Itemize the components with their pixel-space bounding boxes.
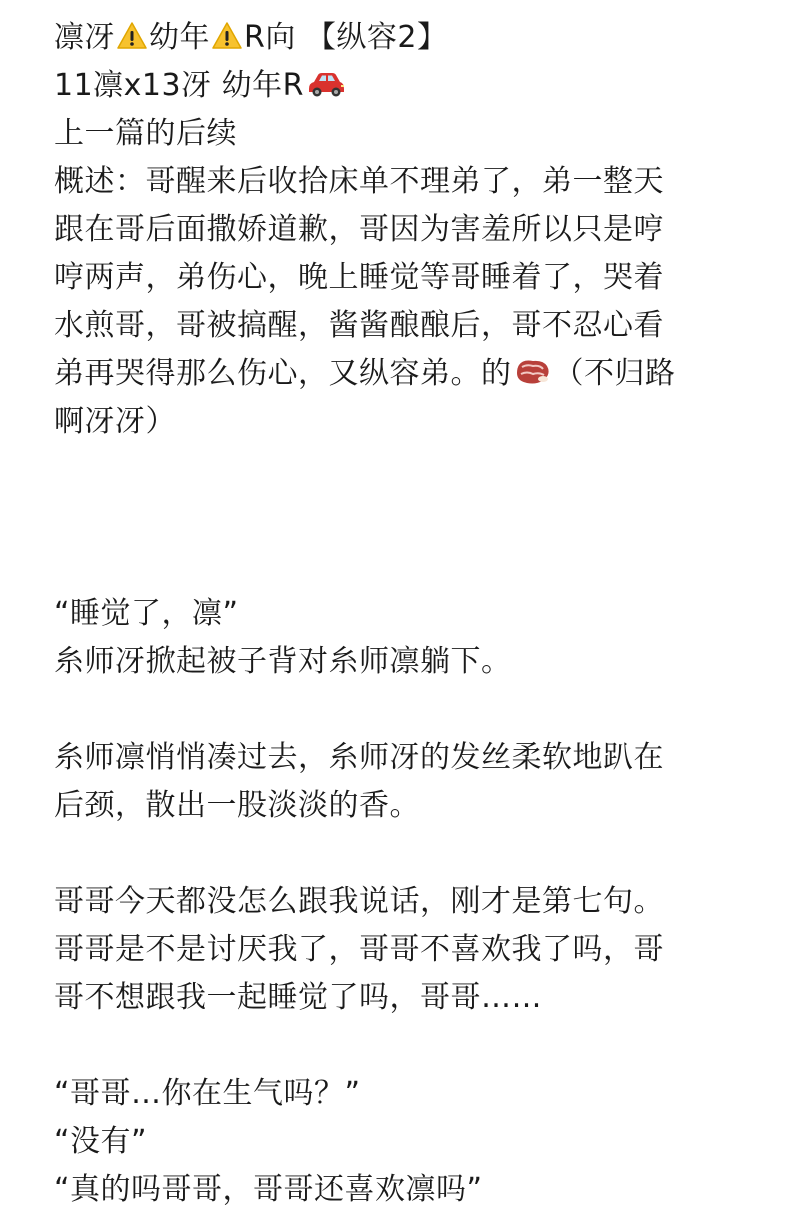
story-line: 哥哥今天都没怎么跟我说话，刚才是第七句。 xyxy=(54,884,664,919)
summary-text: （不归路 xyxy=(553,356,676,391)
title-line xyxy=(54,14,759,62)
warning-icon xyxy=(211,21,243,51)
meat-icon xyxy=(513,357,553,387)
summary-text: 弟再哭得那么伤心，又纵容弟。的 xyxy=(54,356,512,391)
story-line: 糸师冴掀起被子背对糸师凛躺下。 xyxy=(54,644,512,679)
dialogue-line: “睡觉了，凛” xyxy=(54,596,239,631)
title-text-2: 幼年 xyxy=(149,20,210,55)
dialogue-line: “真的吗哥哥，哥哥还喜欢凛吗” xyxy=(54,1172,483,1207)
subtitle-text: 11凛x13冴 幼年R xyxy=(54,68,304,103)
dialogue-line: “没有” xyxy=(54,1124,148,1159)
car-icon xyxy=(305,69,347,99)
story-line: 哥不想跟我一起睡觉了吗，哥哥…… xyxy=(54,980,542,1015)
summary-line: 跟在哥后面撒娇道歉，哥因为害羞所以只是哼 xyxy=(54,212,664,247)
summary-line xyxy=(54,350,759,398)
story-line: 后颈，散出一股淡淡的香。 xyxy=(54,788,420,823)
dialogue-line: “哥哥…你在生气吗？” xyxy=(54,1076,361,1111)
story-line: 哥哥是不是讨厌我了，哥哥不喜欢我了吗，哥 xyxy=(54,932,664,967)
warning-icon xyxy=(116,21,148,51)
summary-line: 哼两声，弟伤心，晚上睡觉等哥睡着了，哭着 xyxy=(54,260,664,295)
title-text-1: 凛冴 xyxy=(54,20,115,55)
summary-line: 概述：哥醒来后收拾床单不理弟了，弟一整天 xyxy=(54,164,664,199)
intro-line: 上一篇的后续 xyxy=(54,116,237,151)
story-line: 糸师凛悄悄凑过去，糸师冴的发丝柔软地趴在 xyxy=(54,740,664,775)
subtitle-line xyxy=(54,62,759,110)
summary-line: 水煎哥，哥被搞醒，酱酱酿酿后，哥不忍心看 xyxy=(54,308,664,343)
title-text-3: R向 【纵容2】 xyxy=(244,20,448,55)
summary-line: 啊冴冴） xyxy=(54,404,176,439)
